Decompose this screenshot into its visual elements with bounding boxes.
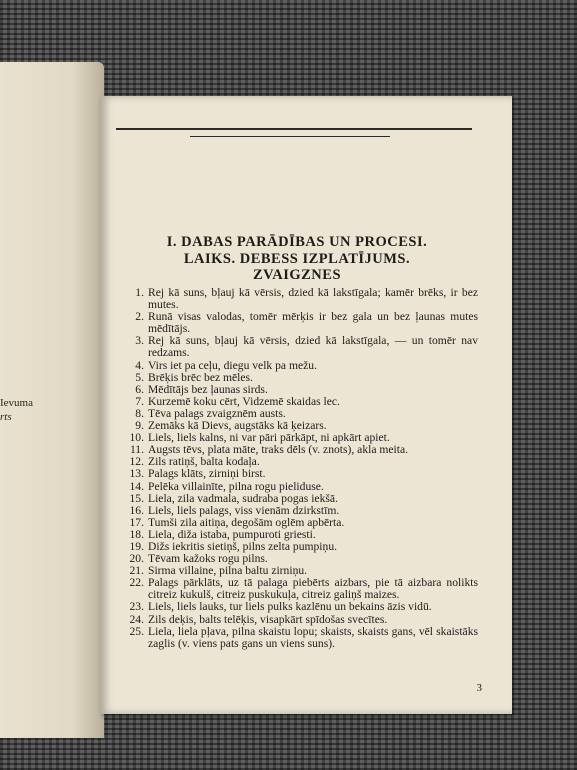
riddle-number: 19.	[129, 539, 144, 553]
riddle-number: 18.	[129, 527, 144, 541]
riddle-number: 2.	[135, 310, 144, 324]
riddle-number: 5.	[135, 370, 144, 384]
top-rule-thin	[190, 136, 390, 137]
riddle-item	[116, 360, 478, 372]
riddle-text: Rej kā suns, bļauj kā vērsis, dzied kā lakstīgala; kamēr brēks, ir bez mutes.	[148, 286, 478, 312]
riddle-item	[116, 614, 478, 626]
riddle-text: Liela, diža istaba, pumpuroti griesti.	[148, 527, 316, 541]
riddle-number: 13.	[129, 467, 144, 481]
riddle-text: Sirma villaine, pilna baltu zirniņu.	[148, 564, 308, 578]
riddle-item	[116, 601, 478, 613]
page-number: 3	[476, 682, 482, 694]
riddle-text: Pelēka villainīte, pilna rogu pieliduse.	[148, 479, 324, 493]
riddle-number: 20.	[129, 552, 144, 566]
left-page	[0, 62, 104, 738]
riddle-item	[116, 468, 478, 480]
riddle-number: 12.	[129, 455, 144, 469]
riddle-text: Tēvam kažoks rogu pilns.	[148, 552, 268, 566]
riddle-number: 23.	[129, 600, 144, 614]
riddle-number: 7.	[135, 394, 144, 408]
heading-line-2: LAIKS. DEBESS IZPLATĪJUMS.	[183, 250, 411, 267]
riddle-number: 8.	[135, 406, 144, 420]
riddle-number: 14.	[129, 479, 144, 493]
riddle-number: 16.	[129, 503, 144, 517]
riddle-text: Palags pārklāts, uz tā palaga piebērts aizbars, pie tā aizbara nolikts citreiz kukulš, citreiz puskukuļa, citreiz galiņš maizes.	[148, 576, 478, 602]
riddle-text: Tumši zila aitiņa, degošām oglēm apbērta.	[148, 515, 345, 529]
riddle-number: 15.	[129, 491, 144, 505]
riddle-text: Liela, liela pļava, pilna skaistu lopu; skaists, skaists gans, vēl skaistāks zaglis (v. viens pats gans un viens suns).	[148, 624, 478, 650]
riddle-number: 21.	[129, 564, 144, 578]
riddle-text: Liels, liels palags, viss vienām dzirkstīm.	[148, 503, 340, 517]
riddle-text: Zemāks kā Dievs, augstāks kā ķeizars.	[148, 419, 327, 433]
riddle-text: Zils deķis, balts telēķis, visapkārt spīdošas svecītes.	[148, 612, 388, 626]
riddle-number: 6.	[135, 382, 144, 396]
riddle-text: Liela, zila vadmala, sudraba pogas iekšā.	[148, 491, 338, 505]
riddle-text: Kurzemē koku cērt, Vidzemē skaidas lec.	[148, 394, 340, 408]
riddle-item	[116, 505, 478, 517]
riddle-text: Virs iet pa ceļu, diegu velk pa mežu.	[148, 358, 317, 372]
left-page-text-2: rts	[0, 411, 12, 423]
riddle-number: 4.	[135, 358, 144, 372]
riddle-text: Liels, liels lauks, tur liels pulks kazlēnu un bekains āzis vidū.	[148, 600, 432, 614]
riddle-text: Rej kā suns, bļauj kā vērsis, dzied kā lakstīgala, — un tomēr nav redzams.	[148, 334, 478, 360]
riddle-number: 17.	[129, 515, 144, 529]
right-page	[100, 96, 512, 714]
heading-line-3: ZVAIGZNES	[252, 267, 342, 283]
riddle-text: Dižs iekritis sietiņš, pilns zelta pumpiņu.	[148, 539, 338, 553]
riddle-list	[116, 287, 478, 650]
riddle-item	[116, 577, 478, 601]
riddle-number: 10.	[129, 431, 144, 445]
riddle-item	[116, 481, 478, 493]
riddle-text: Zils ratiņš, balta kodaļa.	[148, 455, 260, 469]
riddle-number: 25.	[129, 624, 144, 638]
riddle-text: Runā visas valodas, tomēr mērķis ir bez gala un bez ļaunas mutes mēdītājs.	[148, 310, 478, 336]
riddle-item	[116, 287, 478, 311]
riddle-number: 3.	[135, 334, 144, 348]
riddle-text: Palags klāts, zirniņi birst.	[148, 467, 266, 481]
riddle-number: 9.	[135, 419, 144, 433]
section-heading	[130, 234, 464, 284]
riddle-text: Mēdītājs bez ļaunas sirds.	[148, 382, 268, 396]
riddle-item	[116, 335, 478, 359]
riddle-text: Liels, liels kalns, ni var pāri pārkāpt, ni apkārt apiet.	[148, 431, 390, 445]
riddle-number: 1.	[135, 286, 144, 299]
top-rule-thick	[116, 128, 472, 130]
riddle-number: 11.	[129, 443, 144, 457]
left-page-text-1: Ievuma	[0, 397, 33, 409]
heading-line-1: I. DABAS PARĀDĪBAS UN PROCESI.	[166, 234, 428, 250]
riddle-item	[116, 493, 478, 505]
riddle-item	[116, 372, 478, 384]
riddle-text: Brēķis brēc bez mēles.	[148, 370, 253, 384]
riddle-text: Augsts tēvs, plata māte, traks dēls (v. znots), akla meita.	[148, 443, 409, 457]
riddle-number: 24.	[129, 612, 144, 626]
riddle-item	[116, 626, 478, 650]
riddle-text: Tēva palags zvaigznēm austs.	[148, 406, 286, 420]
riddle-number: 22.	[129, 576, 144, 590]
riddle-item	[116, 311, 478, 335]
